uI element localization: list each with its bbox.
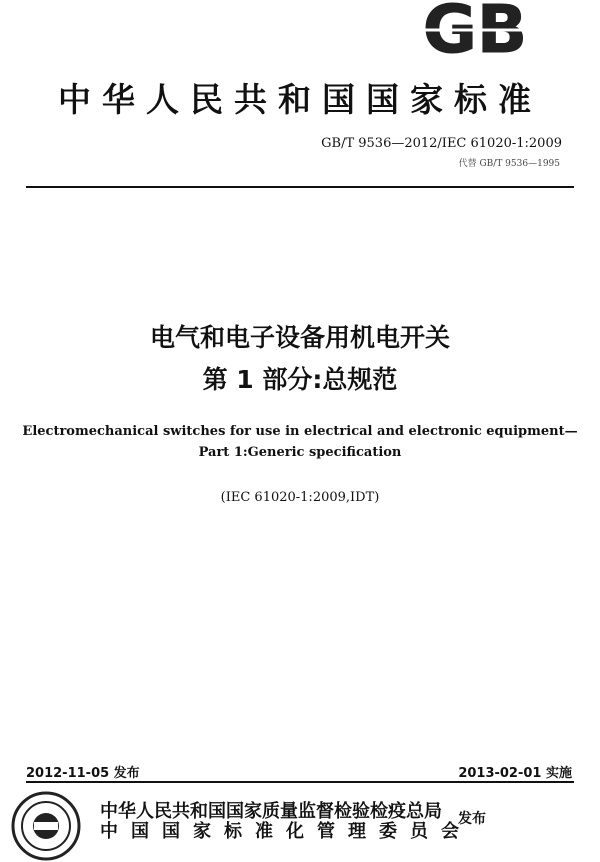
header-rule xyxy=(26,186,574,188)
gb-logo xyxy=(410,0,540,58)
implementation-date: 2013-02-01 实施 xyxy=(458,766,572,781)
issuer-line2: 中国国家标准化管理委员会 xyxy=(100,821,472,842)
title-en-line2: Part 1:Generic specification xyxy=(198,445,402,460)
publish-label: 发布 xyxy=(458,811,486,827)
iec-reference: (IEC 61020-1:2009,IDT) xyxy=(220,490,380,505)
title-en-line1: Electromechanical switches for use in electrical and electronic equipment— xyxy=(22,424,578,439)
standard-title: 中华人民共和国国家标准 xyxy=(58,80,542,119)
title-cn-line2: 第 1 部分:总规范 xyxy=(202,365,398,394)
seal-icon xyxy=(10,790,82,862)
replaces-note: 代替 GB/T 9536—1995 xyxy=(458,159,560,169)
footer-rule xyxy=(26,781,574,783)
standard-number: GB/T 9536—2012/IEC 61020-1:2009 xyxy=(321,136,562,151)
logo-text: GB xyxy=(422,0,528,58)
issue-date: 2012-11-05 发布 xyxy=(26,766,140,781)
issuer-line1: 中华人民共和国国家质量监督检验检疫总局 xyxy=(100,801,442,822)
title-cn-line1: 电气和电子设备用机电开关 xyxy=(149,323,450,352)
